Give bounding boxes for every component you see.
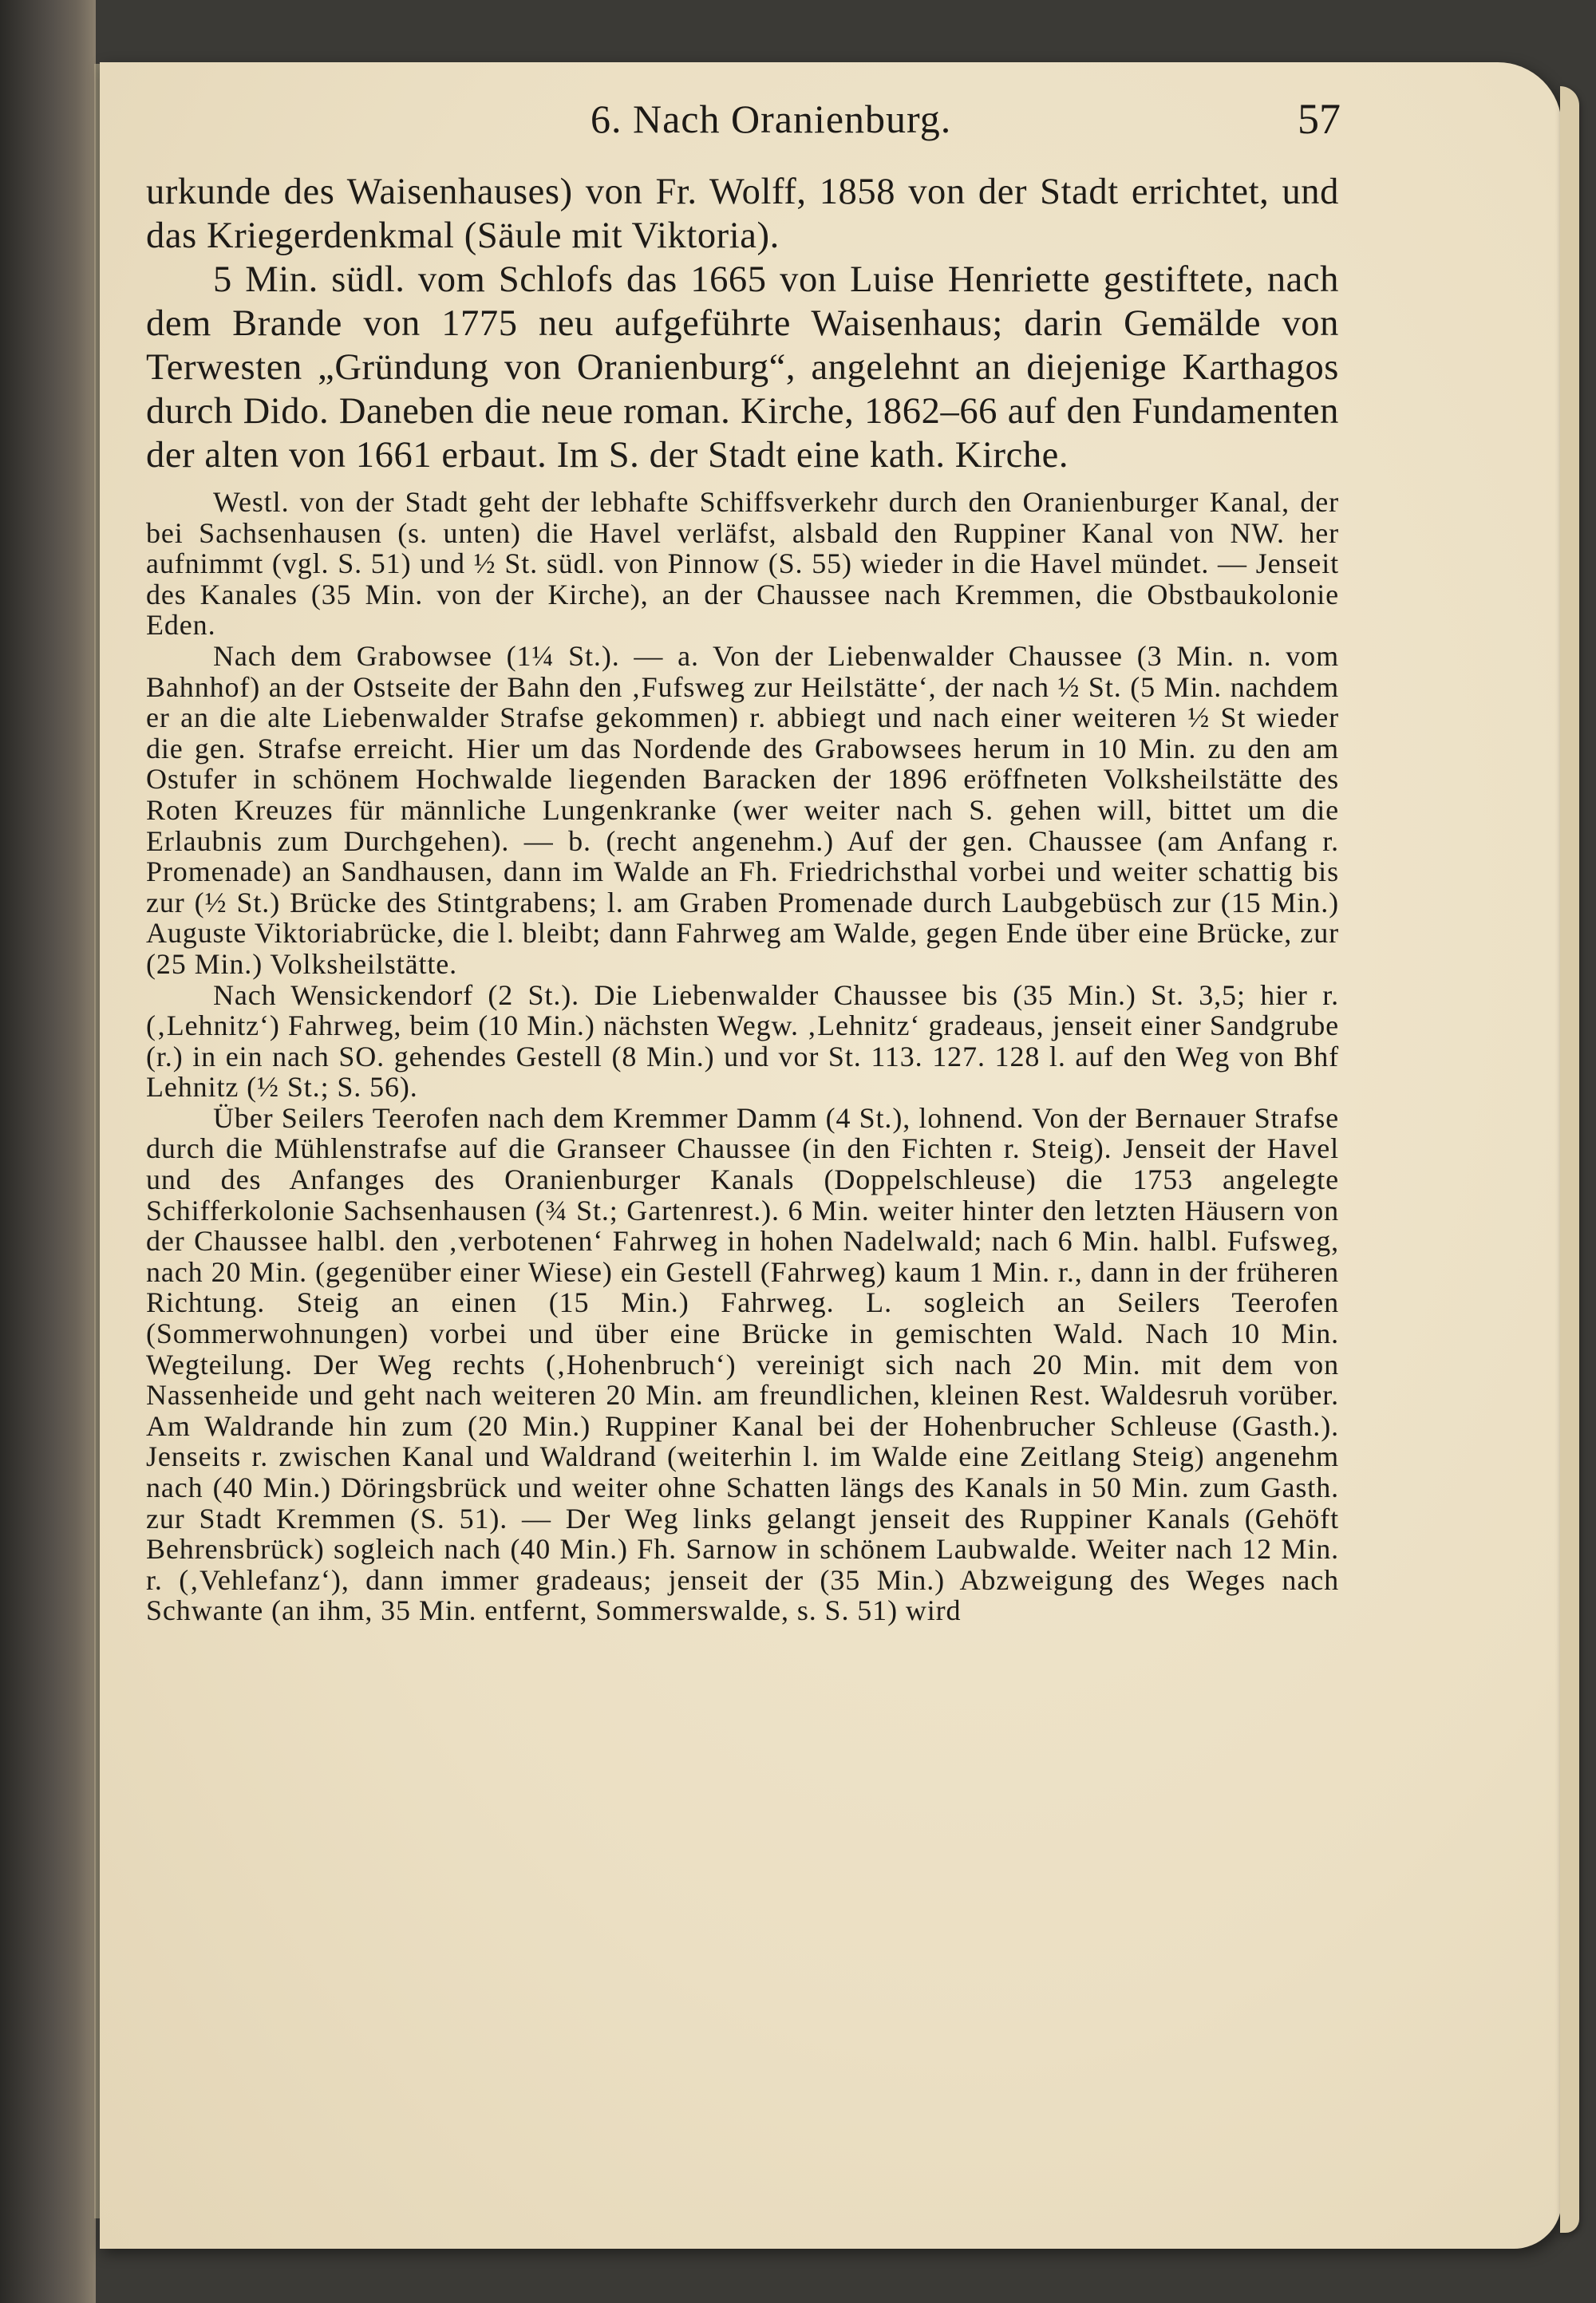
- page-number: 57: [1298, 95, 1341, 143]
- paragraph: urkunde des Waisenhauses) von Fr. Wolff, 1858 von der Stadt errichtet, und das Kriegerdenkmal (Säule mit Viktoria).: [146, 172, 1339, 256]
- excursion-notes: [146, 487, 1339, 1626]
- note-paragraph: Westl. von der Stadt geht der lebhafte Schiffsverkehr durch den Oranienburger Kanal, der bei Sachsenhausen (s. unten) die Havel verläfst, alsbald den Ruppiner Kanal von NW. her aufnimmt (vgl. S. 51) und ½ St. südl. von Pinnow (S. 55) wieder in die Havel mündet. — Jenseit des Kanales (35 Min. von der Kirche), an der Chaussee nach Kremmen, die Obstbaukolonie Eden.: [146, 486, 1339, 642]
- book-binding: [0, 0, 96, 2303]
- page-body: [146, 170, 1339, 1626]
- paragraph: 5 Min. südl. vom Schlofs das 1665 von Luise Henriette gestiftete, nach dem Brande von 1775 neu aufgeführte Waisenhaus; darin Gemälde von Terwesten „Gründung von Oranienburg“, angelehnt an diejenige Karthagos durch Dido. Daneben die neue roman. Kirche, 1862–66 auf den Fundamenten der alten von 1661 erbaut. Im S. der Stadt eine kath. Kirche.: [146, 259, 1339, 476]
- main-text: [146, 170, 1339, 477]
- note-paragraph: Über Seilers Teerofen nach dem Kremmer Damm (4 St.), lohnend. Von der Bernauer Strafse durch die Mühlenstrafse auf die Granseer Chaussee (in den Fichten r. Steig). Jenseit der Havel und des Anfanges des Oranienburger Kanals (Doppelschleuse) die 1753 angelegte Schifferkolonie Sachsenhausen (¾ St.; Gartenrest.). 6 Min. weiter hinter den letzten Häusern von der Chaussee halbl. den ‚verbotenen‘ Fahrweg in hohen Nadelwald; nach 6 Min. halbl. Fufsweg, nach 20 Min. (gegenüber einer Wiese) ein Gestell (Fahrweg) kaum 1 Min. r., dann in der früheren Richtung. Steig an einen (15 Min.) Fahrweg. L. sogleich an Seilers Teerofen (Sommerwohnungen) vorbei und über eine Brücke in gemischten Wald. Nach 10 Min. Wegteilung. Der Weg rechts (‚Hohenbruch‘) vereinigt sich nach 20 Min. mit dem von Nassenheide und geht nach weiteren 20 Min. am freundlichen, kleinen Rest. Waldesruh vorüber. Am Waldrande hin zum (20 Min.) Ruppiner Kanal bei der Hohenbrucher Schleuse (Gasth.). Jenseits r. zwischen Kanal und Waldrand (weiterhin l. im Walde eine Zeitlang Steig) angenehm nach (40 Min.) Döringsbrück und weiter ohne Schatten längs des Kanals in 50 Min. zum Gasth. zur Stadt Kremmen (S. 51). — Der Weg links gelangt jenseit des Ruppiner Kanals (Gehöft Behrensbrück) sogleich nach (40 Min.) Fh. Sarnow in schönem Laubwalde. Weiter nach 12 Min. r. (‚Vehlefanz‘), dann immer gradeaus; jenseit der (35 Min.) Abzweigung des Weges nach Schwante (an ihm, 35 Min. entfernt, Sommerswalde, s. S. 51) wird: [146, 1101, 1339, 1627]
- running-title: 6. Nach Oranienburg.: [591, 97, 952, 141]
- page-header: [144, 89, 1341, 145]
- note-paragraph: Nach dem Grabowsee (1¼ St.). — a. Von der Liebenwalder Chaussee (3 Min. n. vom Bahnhof) an der Ostseite der Bahn den ‚Fufsweg zur Heilstätte‘, der nach ½ St. (5 Min. nachdem er an die alte Liebenwalder Strafse gekommen) r. abbiegt und nach einer weiteren ½ St wieder die gen. Strafse erreicht. Hier um das Nordende des Grabowsees herum in 10 Min. zu den am Ostufer in schönem Hochwalde liegenden Baracken der 1896 eröffneten Volksheilstätte des Roten Kreuzes für männliche Lungenkranke (wer weiter nach S. gehen will, bittet um die Erlaubnis zum Durchgehen). — b. (recht angenehm.) Auf der gen. Chaussee (am Anfang r. Promenade) an Sandhausen, dann im Walde an Fh. Friedrichsthal vorbei und weiter schattig bis zur (½ St.) Brücke des Stintgrabens; l. am Graben Promenade durch Laubgebüsch zur (15 Min.) Auguste Viktoriabrücke, die l. bleibt; dann Fahrweg am Walde, gegen Ende über eine Brücke, zur (25 Min.) Volksheilstätte.: [146, 639, 1339, 980]
- note-paragraph: Nach Wensickendorf (2 St.). Die Liebenwalder Chaussee bis (35 Min.) St. 3,5; hier r. (‚Lehnitz‘) Fahrweg, beim (10 Min.) nächsten Wegw. ‚Lehnitz‘ gradeaus, jenseit einer Sandgrube (r.) in ein nach SO. gehendes Gestell (8 Min.) und vor St. 113. 127. 128 l. auf den Weg von Bhf Lehnitz (½ St.; S. 56).: [146, 978, 1339, 1104]
- page-edge: [1560, 86, 1579, 2233]
